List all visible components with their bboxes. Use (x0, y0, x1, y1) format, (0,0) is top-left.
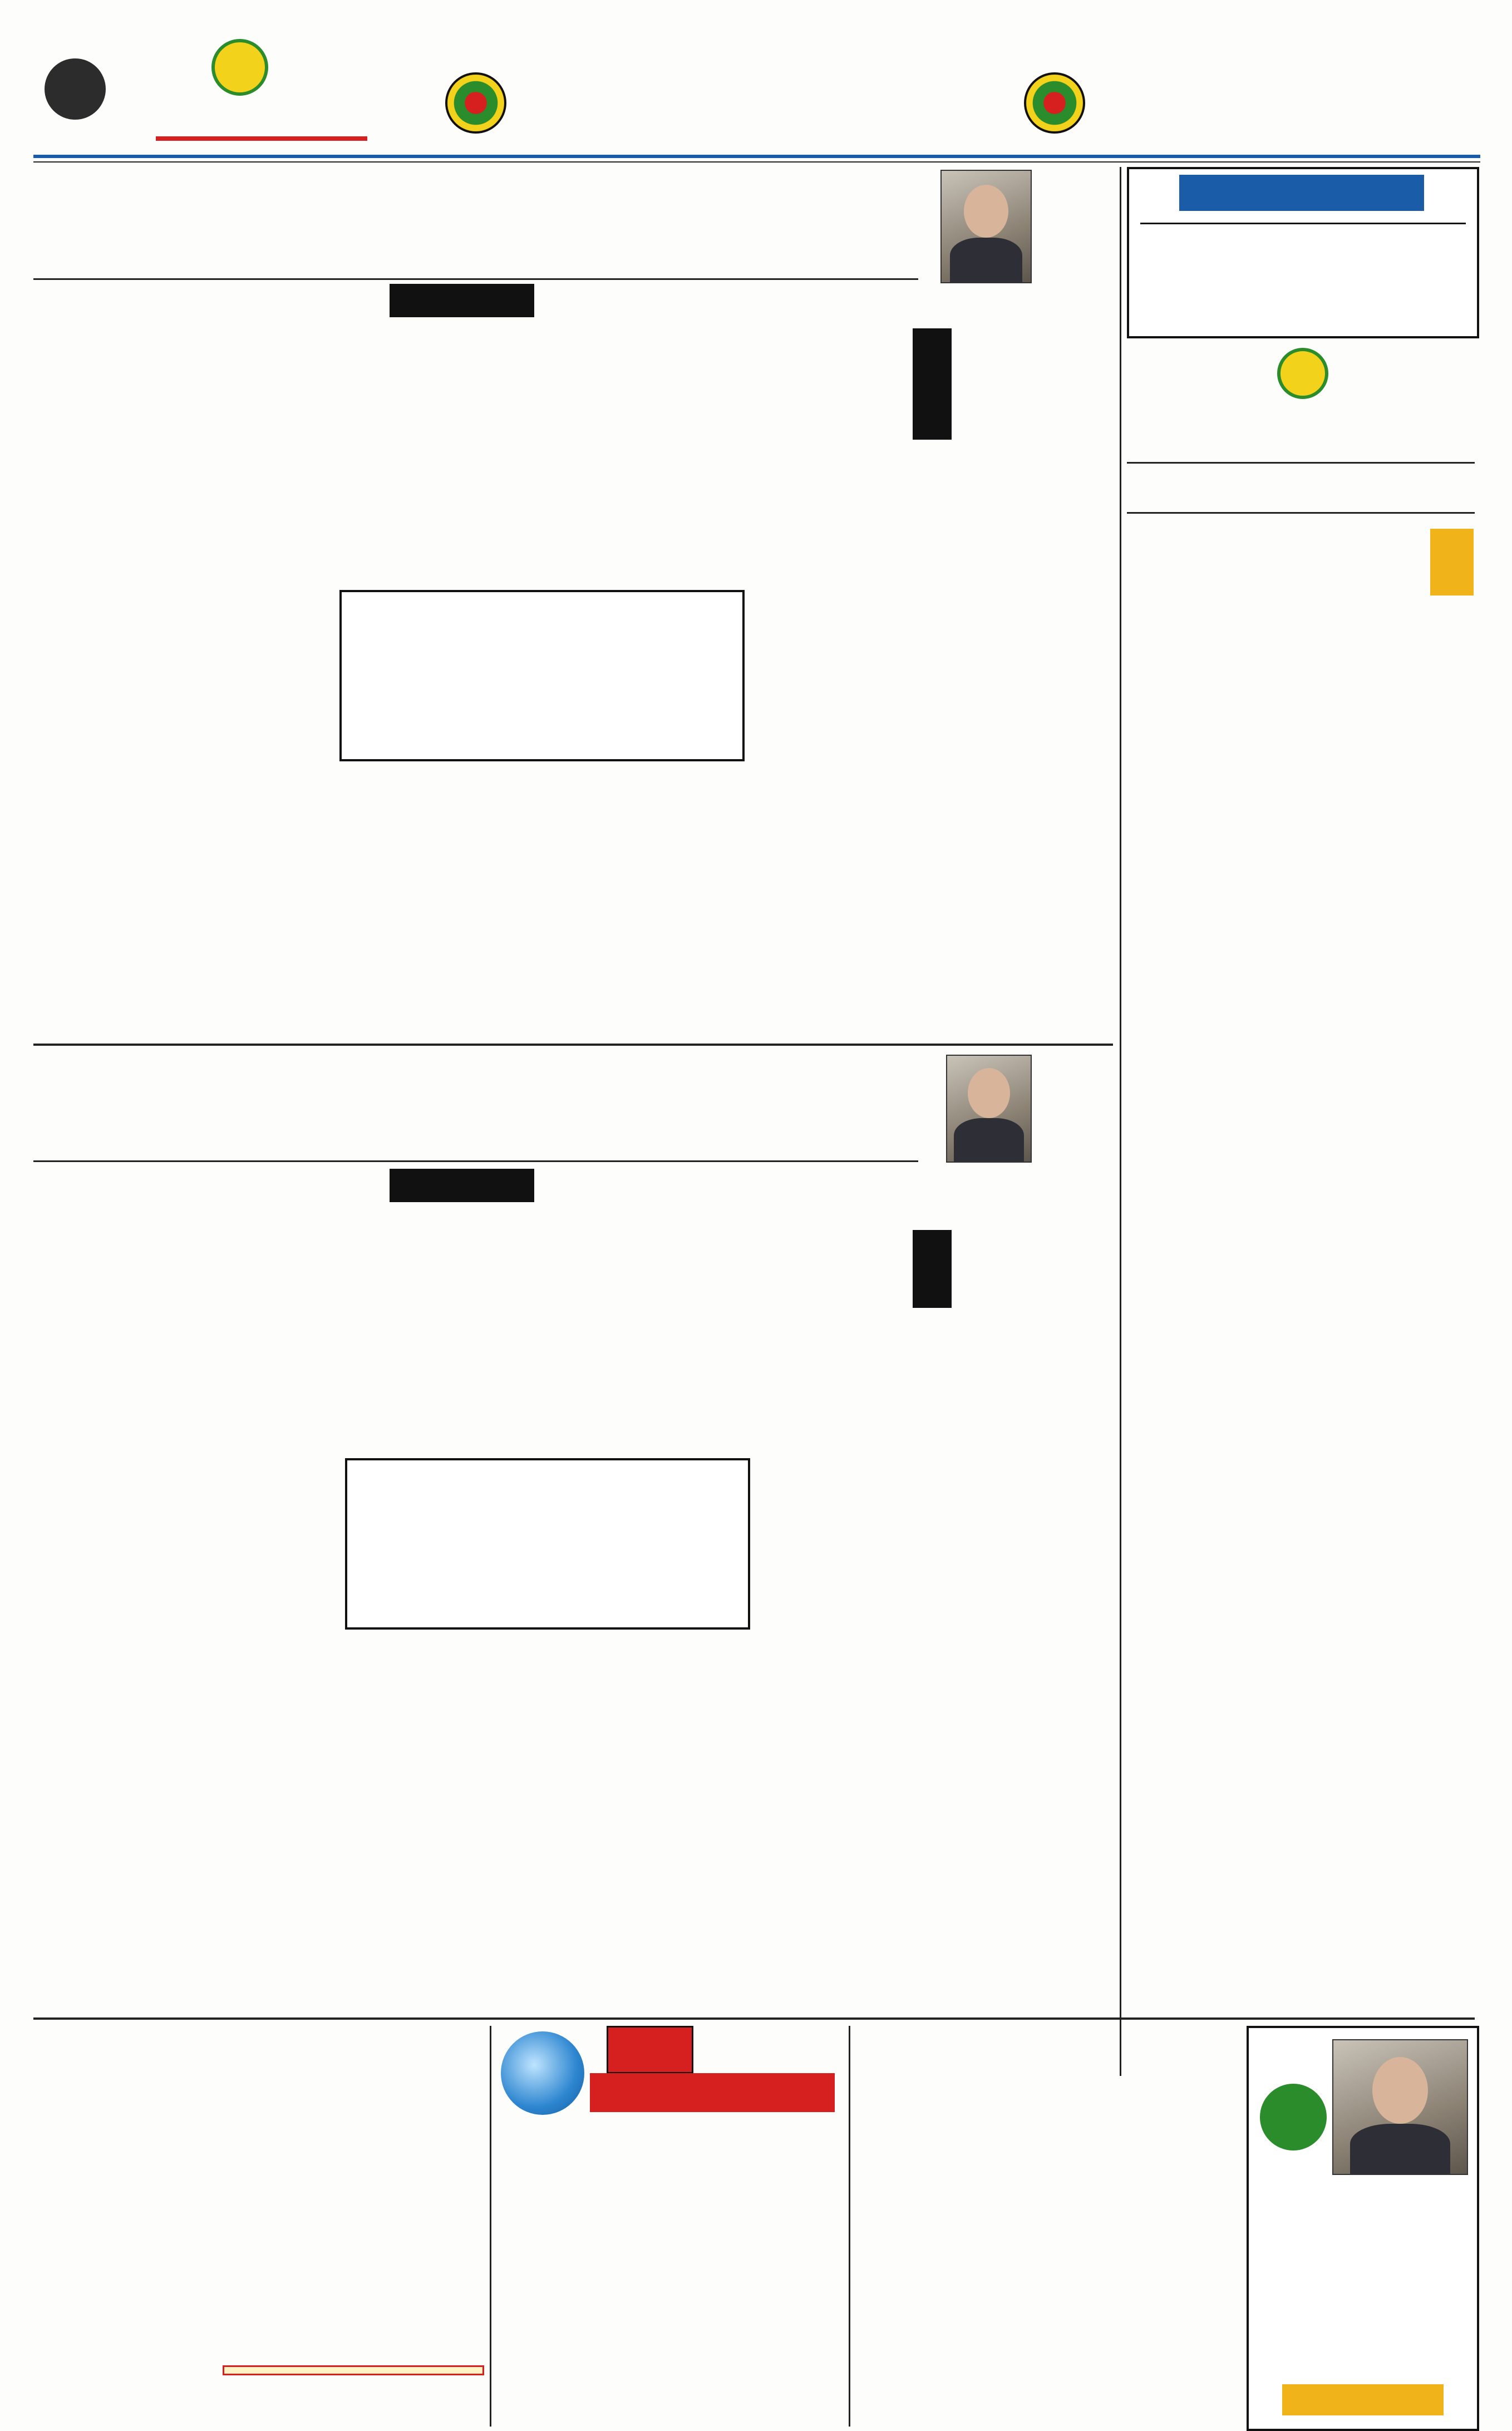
masthead (22, 22, 1490, 153)
quotes-person (1140, 219, 1466, 224)
article2-col (390, 1208, 562, 1447)
author-body-icon (954, 1118, 1024, 1162)
mail-col (495, 2143, 662, 2421)
divider (33, 278, 918, 280)
mail-header (495, 2026, 840, 2137)
editorial-body (1127, 523, 1425, 601)
article1-col (573, 284, 740, 579)
article1-section-tag (390, 284, 534, 317)
section-divider (33, 1044, 1113, 1046)
article2-col (573, 1636, 740, 2009)
poem-poet (1282, 2384, 1444, 2415)
article1-col (211, 768, 378, 1035)
poem-box (1247, 2026, 1479, 2431)
bottom-article-col (857, 2065, 1041, 2421)
mail-col (33, 2026, 211, 2271)
article1-pullquote (339, 590, 745, 761)
author-head-icon (964, 185, 1008, 238)
editorial-logo (1127, 342, 1475, 459)
poem-title (1260, 2084, 1327, 2150)
mail-col (223, 2026, 484, 2360)
bottom-article-col (1052, 2065, 1235, 2421)
logo-circle-icon (1277, 348, 1328, 399)
article1-col (211, 284, 378, 579)
poet-head-icon (1372, 2057, 1428, 2124)
page-number (45, 58, 106, 120)
article2-col (573, 1169, 740, 1447)
article2-col (957, 1202, 1113, 2009)
article1-col (390, 768, 562, 1035)
article2-author-photo (946, 1055, 1032, 1163)
column-rule (1120, 167, 1121, 2076)
article2-col (390, 1636, 562, 2009)
poet-photo (1332, 2039, 1468, 2175)
rosette-icon (1024, 72, 1085, 134)
masthead-divider-thin (33, 161, 1480, 163)
sidebar-divider (1127, 512, 1475, 514)
editorial-body-cont (1127, 607, 1475, 2065)
article1-col (957, 323, 1113, 1035)
article1-col (33, 284, 200, 1035)
masthead-logo (145, 39, 390, 145)
author-head-icon (968, 1068, 1010, 1118)
masthead-divider (33, 155, 1480, 158)
mail-note (223, 2365, 484, 2375)
section-divider (33, 2017, 1475, 2020)
article2-col (751, 1169, 907, 1447)
poet-body-icon (1350, 2124, 1450, 2174)
article1-col (573, 768, 740, 1035)
author-body-icon (950, 238, 1022, 282)
logo-red-stripe (156, 136, 367, 141)
article2-side-tag (913, 1230, 952, 1308)
article2-pullquote (345, 1458, 750, 1630)
article1-col (751, 284, 907, 1035)
quotes-title (1179, 175, 1424, 211)
editorial-side-tag (1430, 529, 1474, 596)
article2-col (33, 1169, 200, 2009)
divider (33, 1160, 918, 1162)
sidebar-divider (1127, 462, 1475, 464)
logo-circle-icon (211, 39, 268, 96)
column-rule (490, 2026, 491, 2427)
mail-title (590, 2073, 835, 2112)
article1-author-photo (940, 170, 1032, 283)
quotes-box (1127, 167, 1479, 338)
column-rule (849, 2026, 850, 2427)
mail-col (673, 2143, 840, 2421)
mail-letter-icon (607, 2026, 693, 2074)
mail-globe-icon (501, 2031, 584, 2115)
article1-side-tag (913, 328, 952, 440)
article2-section-tag (390, 1169, 534, 1202)
article1-col (390, 323, 562, 579)
article2-col (757, 1458, 907, 2009)
rosette-icon (445, 72, 506, 134)
